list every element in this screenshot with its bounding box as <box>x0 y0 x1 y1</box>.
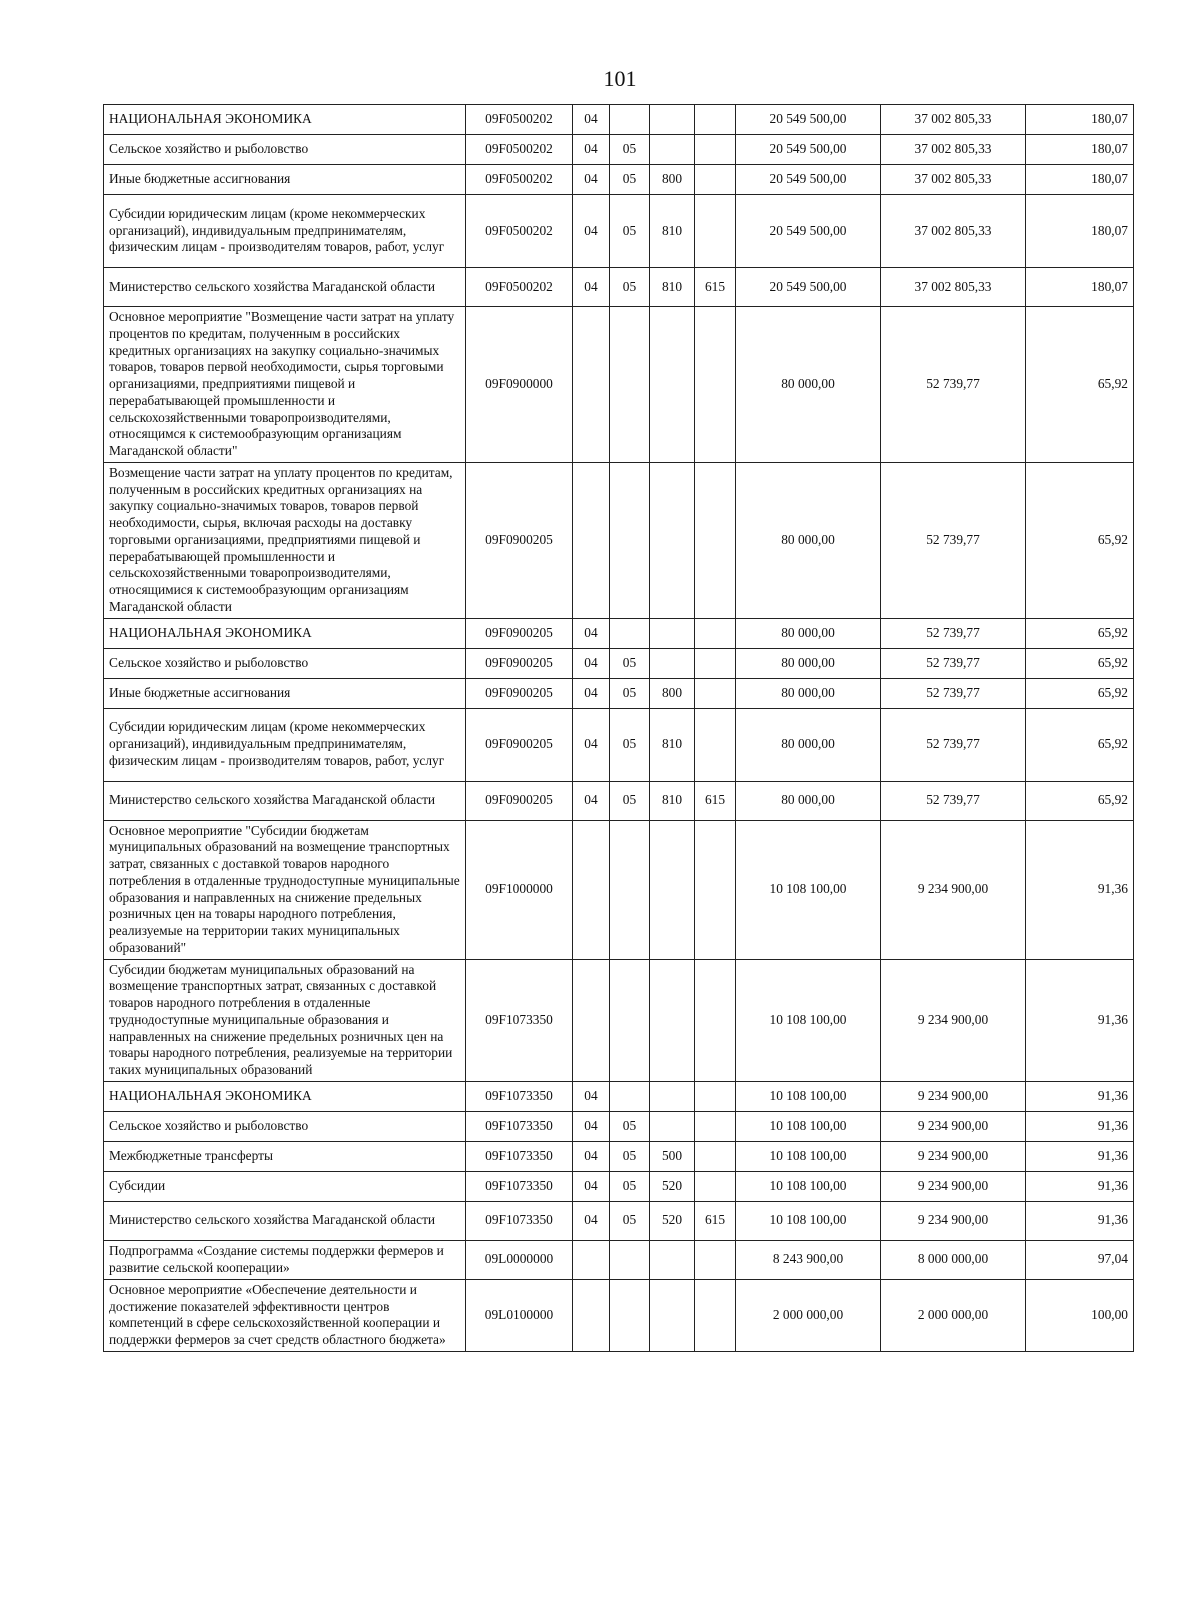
administrator-code <box>695 1141 736 1171</box>
execution-percent: 65,92 <box>1026 708 1134 781</box>
table-row <box>104 1201 1134 1240</box>
table-row <box>104 1171 1134 1201</box>
execution-percent: 65,92 <box>1026 781 1134 820</box>
target-article-code: 09F0500202 <box>466 135 573 165</box>
section-code <box>573 1240 610 1279</box>
section-code: 04 <box>573 135 610 165</box>
target-article-code: 09F0900205 <box>466 648 573 678</box>
execution-percent: 91,36 <box>1026 1201 1134 1240</box>
actual-amount: 9 234 900,00 <box>881 820 1026 959</box>
table-row <box>104 165 1134 195</box>
execution-percent: 65,92 <box>1026 618 1134 648</box>
row-name: Сельское хозяйство и рыболовство <box>104 648 466 678</box>
administrator-code <box>695 135 736 165</box>
table-row <box>104 820 1134 959</box>
administrator-code: 615 <box>695 268 736 307</box>
subsection-code: 05 <box>610 195 650 268</box>
administrator-code <box>695 1240 736 1279</box>
table-row <box>104 105 1134 135</box>
table-row <box>104 1111 1134 1141</box>
execution-percent: 180,07 <box>1026 105 1134 135</box>
actual-amount: 52 739,77 <box>881 648 1026 678</box>
expense-type-code <box>650 105 695 135</box>
administrator-code <box>695 618 736 648</box>
actual-amount: 9 234 900,00 <box>881 1201 1026 1240</box>
execution-percent: 180,07 <box>1026 165 1134 195</box>
administrator-code: 615 <box>695 1201 736 1240</box>
target-article-code: 09F0900205 <box>466 462 573 618</box>
table-row <box>104 1141 1134 1171</box>
section-code: 04 <box>573 195 610 268</box>
row-name: Субсидии юридическим лицам (кроме некоммерческих организаций), индивидуальным предпринимателям, физическим лицам - производителям товаров, работ, услуг <box>104 195 466 268</box>
expense-type-code <box>650 135 695 165</box>
row-name: Субсидии юридическим лицам (кроме некоммерческих организаций), индивидуальным предпринимателям, физическим лицам - производителям товаров, работ, услуг <box>104 708 466 781</box>
subsection-code: 05 <box>610 1171 650 1201</box>
administrator-code <box>695 105 736 135</box>
planned-amount: 20 549 500,00 <box>736 268 881 307</box>
target-article-code: 09F0900205 <box>466 781 573 820</box>
target-article-code: 09F0500202 <box>466 105 573 135</box>
actual-amount: 9 234 900,00 <box>881 1141 1026 1171</box>
table-row <box>104 1240 1134 1279</box>
section-code: 04 <box>573 1201 610 1240</box>
table-row <box>104 1081 1134 1111</box>
expense-type-code <box>650 618 695 648</box>
table-row <box>104 1279 1134 1351</box>
planned-amount: 80 000,00 <box>736 307 881 463</box>
actual-amount: 52 739,77 <box>881 678 1026 708</box>
expense-type-code: 810 <box>650 781 695 820</box>
table-row <box>104 462 1134 618</box>
execution-percent: 91,36 <box>1026 1081 1134 1111</box>
planned-amount: 20 549 500,00 <box>736 135 881 165</box>
planned-amount: 8 243 900,00 <box>736 1240 881 1279</box>
administrator-code <box>695 307 736 463</box>
expense-type-code <box>650 820 695 959</box>
section-code <box>573 959 610 1081</box>
row-name: Основное мероприятие "Возмещение части затрат на уплату процентов по кредитам, полученным в российских кредитных организациях на закупку социально-значимых товаров, товаров первой необходимости, сырья торговыми организациями, предприятиями пищевой и перерабатывающей промышленности и сельскохозяйственными товаропроизводителями, относящимся к системообразующим организациям Магаданской области" <box>104 307 466 463</box>
target-article-code: 09F1073350 <box>466 959 573 1081</box>
planned-amount: 2 000 000,00 <box>736 1279 881 1351</box>
row-name: Межбюджетные трансферты <box>104 1141 466 1171</box>
row-name: Субсидии <box>104 1171 466 1201</box>
target-article-code: 09F0500202 <box>466 195 573 268</box>
target-article-code: 09F0500202 <box>466 268 573 307</box>
subsection-code: 05 <box>610 1201 650 1240</box>
administrator-code: 615 <box>695 781 736 820</box>
actual-amount: 37 002 805,33 <box>881 135 1026 165</box>
section-code <box>573 820 610 959</box>
target-article-code: 09F1073350 <box>466 1111 573 1141</box>
table-row <box>104 307 1134 463</box>
execution-percent: 180,07 <box>1026 268 1134 307</box>
subsection-code: 05 <box>610 135 650 165</box>
expense-type-code <box>650 307 695 463</box>
execution-percent: 91,36 <box>1026 1111 1134 1141</box>
target-article-code: 09F0900000 <box>466 307 573 463</box>
administrator-code <box>695 1111 736 1141</box>
subsection-code: 05 <box>610 165 650 195</box>
administrator-code <box>695 648 736 678</box>
target-article-code: 09L0000000 <box>466 1240 573 1279</box>
section-code <box>573 1279 610 1351</box>
section-code: 04 <box>573 708 610 781</box>
section-code: 04 <box>573 165 610 195</box>
actual-amount: 37 002 805,33 <box>881 268 1026 307</box>
actual-amount: 52 739,77 <box>881 618 1026 648</box>
execution-percent: 100,00 <box>1026 1279 1134 1351</box>
target-article-code: 09F0900205 <box>466 708 573 781</box>
administrator-code <box>695 1081 736 1111</box>
actual-amount: 52 739,77 <box>881 781 1026 820</box>
execution-percent: 91,36 <box>1026 1171 1134 1201</box>
row-name: Сельское хозяйство и рыболовство <box>104 1111 466 1141</box>
subsection-code: 05 <box>610 781 650 820</box>
administrator-code <box>695 1279 736 1351</box>
section-code: 04 <box>573 678 610 708</box>
administrator-code <box>695 1171 736 1201</box>
table-row <box>104 648 1134 678</box>
subsection-code <box>610 307 650 463</box>
expense-type-code: 520 <box>650 1201 695 1240</box>
administrator-code <box>695 165 736 195</box>
section-code: 04 <box>573 1171 610 1201</box>
row-name: Министерство сельского хозяйства Магаданской области <box>104 781 466 820</box>
row-name: Министерство сельского хозяйства Магаданской области <box>104 268 466 307</box>
table-row <box>104 618 1134 648</box>
execution-percent: 91,36 <box>1026 1141 1134 1171</box>
subsection-code <box>610 1081 650 1111</box>
planned-amount: 80 000,00 <box>736 678 881 708</box>
target-article-code: 09F1073350 <box>466 1171 573 1201</box>
planned-amount: 10 108 100,00 <box>736 1081 881 1111</box>
row-name: Сельское хозяйство и рыболовство <box>104 135 466 165</box>
target-article-code: 09F1073350 <box>466 1081 573 1111</box>
expense-type-code <box>650 462 695 618</box>
execution-percent: 180,07 <box>1026 195 1134 268</box>
execution-percent: 65,92 <box>1026 307 1134 463</box>
expense-type-code <box>650 648 695 678</box>
subsection-code: 05 <box>610 1111 650 1141</box>
table-row <box>104 678 1134 708</box>
execution-percent: 97,04 <box>1026 1240 1134 1279</box>
row-name: Основное мероприятие "Субсидии бюджетам муниципальных образований на возмещение транспортных затрат, связанных с доставкой товаров народного потребления в отдаленные труднодоступные муниципальные образования и направленных на снижение предельных розничных цен на товары народного потребления, реализуемые на территории таких муниципальных образований" <box>104 820 466 959</box>
planned-amount: 10 108 100,00 <box>736 1111 881 1141</box>
actual-amount: 9 234 900,00 <box>881 1111 1026 1141</box>
actual-amount: 9 234 900,00 <box>881 959 1026 1081</box>
row-name: Основное мероприятие «Обеспечение деятельности и достижение показателей эффективности центров компетенций в сфере сельскохозяйственной кооперации и поддержки фермеров за счет средств областного бюджета» <box>104 1279 466 1351</box>
planned-amount: 20 549 500,00 <box>736 165 881 195</box>
expense-type-code <box>650 1111 695 1141</box>
row-name: Субсидии бюджетам муниципальных образований на возмещение транспортных затрат, связанных с доставкой товаров народного потребления в отдаленные труднодоступные муниципальные образования и направленных на снижение предельных розничных цен на товары народного потребления, реализуемые на территории таких муниципальных образований <box>104 959 466 1081</box>
target-article-code: 09L0100000 <box>466 1279 573 1351</box>
row-name: Министерство сельского хозяйства Магаданской области <box>104 1201 466 1240</box>
row-name: НАЦИОНАЛЬНАЯ ЭКОНОМИКА <box>104 618 466 648</box>
expense-type-code: 800 <box>650 165 695 195</box>
section-code: 04 <box>573 1081 610 1111</box>
subsection-code <box>610 820 650 959</box>
execution-percent: 91,36 <box>1026 820 1134 959</box>
row-name: НАЦИОНАЛЬНАЯ ЭКОНОМИКА <box>104 105 466 135</box>
actual-amount: 52 739,77 <box>881 462 1026 618</box>
actual-amount: 37 002 805,33 <box>881 195 1026 268</box>
administrator-code <box>695 195 736 268</box>
section-code: 04 <box>573 105 610 135</box>
expense-type-code <box>650 959 695 1081</box>
target-article-code: 09F1073350 <box>466 1201 573 1240</box>
administrator-code <box>695 678 736 708</box>
subsection-code <box>610 105 650 135</box>
subsection-code: 05 <box>610 708 650 781</box>
actual-amount: 2 000 000,00 <box>881 1279 1026 1351</box>
subsection-code <box>610 462 650 618</box>
subsection-code <box>610 1240 650 1279</box>
page-number: 101 <box>603 66 637 91</box>
planned-amount: 10 108 100,00 <box>736 1201 881 1240</box>
table-row <box>104 195 1134 268</box>
expense-type-code: 810 <box>650 268 695 307</box>
actual-amount: 9 234 900,00 <box>881 1081 1026 1111</box>
target-article-code: 09F0900205 <box>466 678 573 708</box>
execution-percent: 180,07 <box>1026 135 1134 165</box>
planned-amount: 20 549 500,00 <box>736 195 881 268</box>
planned-amount: 10 108 100,00 <box>736 959 881 1081</box>
execution-percent: 65,92 <box>1026 648 1134 678</box>
actual-amount: 37 002 805,33 <box>881 165 1026 195</box>
row-name: Иные бюджетные ассигнования <box>104 678 466 708</box>
expense-type-code: 800 <box>650 678 695 708</box>
planned-amount: 80 000,00 <box>736 781 881 820</box>
planned-amount: 80 000,00 <box>736 648 881 678</box>
subsection-code: 05 <box>610 268 650 307</box>
budget-table <box>103 104 1134 1352</box>
section-code <box>573 307 610 463</box>
target-article-code: 09F0900205 <box>466 618 573 648</box>
subsection-code: 05 <box>610 678 650 708</box>
section-code: 04 <box>573 268 610 307</box>
section-code: 04 <box>573 618 610 648</box>
table-body <box>104 105 1134 1352</box>
subsection-code: 05 <box>610 648 650 678</box>
table-row <box>104 268 1134 307</box>
planned-amount: 80 000,00 <box>736 708 881 781</box>
row-name: Подпрограмма «Создание системы поддержки фермеров и развитие сельской кооперации» <box>104 1240 466 1279</box>
row-name: НАЦИОНАЛЬНАЯ ЭКОНОМИКА <box>104 1081 466 1111</box>
subsection-code <box>610 1279 650 1351</box>
execution-percent: 91,36 <box>1026 959 1134 1081</box>
subsection-code <box>610 959 650 1081</box>
expense-type-code <box>650 1279 695 1351</box>
actual-amount: 52 739,77 <box>881 708 1026 781</box>
section-code <box>573 462 610 618</box>
expense-type-code <box>650 1081 695 1111</box>
planned-amount: 10 108 100,00 <box>736 1141 881 1171</box>
subsection-code: 05 <box>610 1141 650 1171</box>
planned-amount: 10 108 100,00 <box>736 820 881 959</box>
planned-amount: 80 000,00 <box>736 462 881 618</box>
planned-amount: 20 549 500,00 <box>736 105 881 135</box>
actual-amount: 8 000 000,00 <box>881 1240 1026 1279</box>
planned-amount: 10 108 100,00 <box>736 1171 881 1201</box>
row-name: Иные бюджетные ассигнования <box>104 165 466 195</box>
execution-percent: 65,92 <box>1026 678 1134 708</box>
expense-type-code <box>650 1240 695 1279</box>
row-name: Возмещение части затрат на уплату процентов по кредитам, полученным в российских кредитных организациях на закупку социально-значимых товаров, товаров первой необходимости, сырья, включая расходы на доставку торговыми организациями, предприятиями пищевой и перерабатывающей промышленности и сельскохозяйственными товаропроизводителями, относящимися к системообразующим организациям Магаданской области <box>104 462 466 618</box>
section-code: 04 <box>573 1111 610 1141</box>
section-code: 04 <box>573 648 610 678</box>
expense-type-code: 810 <box>650 708 695 781</box>
execution-percent: 65,92 <box>1026 462 1134 618</box>
subsection-code <box>610 618 650 648</box>
target-article-code: 09F1000000 <box>466 820 573 959</box>
expense-type-code: 520 <box>650 1171 695 1201</box>
table-row <box>104 135 1134 165</box>
table-row <box>104 959 1134 1081</box>
section-code: 04 <box>573 1141 610 1171</box>
target-article-code: 09F1073350 <box>466 1141 573 1171</box>
planned-amount: 80 000,00 <box>736 618 881 648</box>
expense-type-code: 810 <box>650 195 695 268</box>
expense-type-code: 500 <box>650 1141 695 1171</box>
table-row <box>104 708 1134 781</box>
target-article-code: 09F0500202 <box>466 165 573 195</box>
section-code: 04 <box>573 781 610 820</box>
administrator-code <box>695 462 736 618</box>
actual-amount: 9 234 900,00 <box>881 1171 1026 1201</box>
administrator-code <box>695 708 736 781</box>
administrator-code <box>695 959 736 1081</box>
administrator-code <box>695 820 736 959</box>
table-row <box>104 781 1134 820</box>
actual-amount: 37 002 805,33 <box>881 105 1026 135</box>
actual-amount: 52 739,77 <box>881 307 1026 463</box>
